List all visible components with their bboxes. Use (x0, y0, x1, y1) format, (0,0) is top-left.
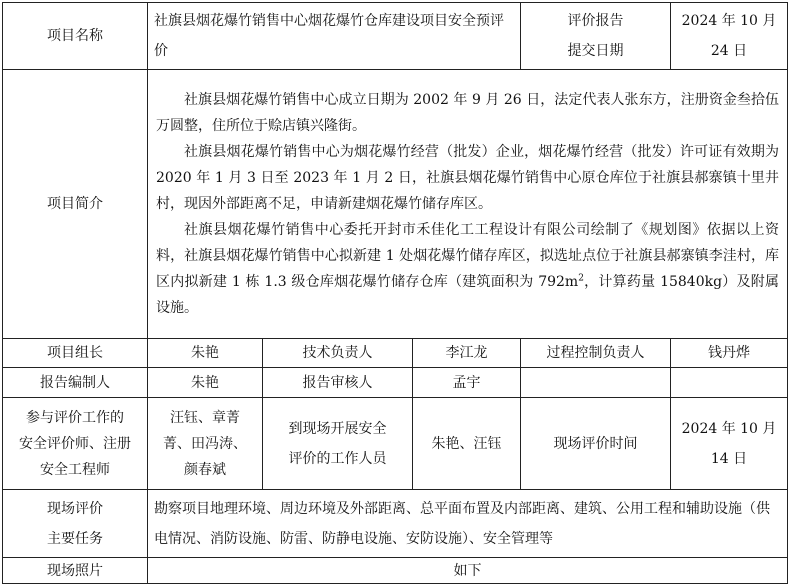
intro-paragraph-3-part-a: 社旗县烟花爆竹销售中心委托开封市禾佳化工工程设计有限公司绘制了《规划图》依据以上资料，社旗县烟花爆竹销售中心拟新建 1 处烟花爆竹储存库区，拟选址点位于社旗县郝寨镇李洼村，库区内拟新建 1 栋 1.3 级仓库烟花爆竹储存仓库（建筑面积为 792m (156, 222, 780, 290)
report-date-value-line1: 2024 年 10 月 (681, 13, 777, 29)
project-intro-label: 项目简介 (3, 70, 148, 339)
intro-paragraph-3 (156, 217, 779, 321)
empty-cell (521, 368, 671, 398)
evaluators-value-line1: 汪钰、章菁 (170, 409, 240, 426)
intro-paragraph-2: 社旗县烟花爆竹销售中心为烟花爆竹经营（批发）企业，烟花爆竹经营（批发）许可证有效期为 2020 年 1 月 3 日至 2023 年 1 月 2 日，社旗县烟花爆竹销售中心原仓库位于社旗县郝寨镇十里井村，现因外部距离不足，申请新建烟花爆竹储存库区。 (156, 144, 780, 212)
row-site-photos (3, 558, 788, 584)
row-evaluators (3, 398, 788, 490)
row-project-intro (3, 70, 788, 339)
evaluators-value (148, 398, 263, 490)
onsite-staff-label (263, 398, 413, 490)
row-report-staff (3, 368, 788, 398)
report-date-label-line2: 提交日期 (567, 43, 624, 59)
evaluators-label-line1: 参与评价工作的 (26, 409, 124, 426)
area-unit-superscript: 2 (578, 273, 584, 284)
technical-lead-label: 技术负责人 (263, 339, 413, 368)
process-control-lead-value: 钱丹烨 (671, 339, 788, 368)
evaluators-value-line3: 颜春斌 (184, 461, 226, 478)
site-photos-label: 现场照片 (3, 558, 148, 584)
onsite-time-label: 现场评价时间 (521, 398, 671, 490)
intro-paragraph-3-part-b: ，计算药量 15840kg）及附属设施。 (156, 274, 780, 316)
project-intro-content (148, 70, 788, 339)
evaluators-value-line2: 菁、田冯涛、 (163, 435, 247, 452)
empty-cell (671, 368, 788, 398)
process-control-lead-label: 过程控制负责人 (521, 339, 671, 368)
row-project-name (3, 3, 788, 70)
row-onsite-tasks (3, 490, 788, 558)
evaluators-label-line3: 安全工程师 (40, 461, 110, 478)
evaluators-label (3, 398, 148, 490)
site-photos-value: 如下 (148, 558, 788, 584)
onsite-staff-label-line1: 到现场开展安全 (288, 420, 387, 437)
onsite-tasks-value: 勘察项目地理环境、周边环境及外部距离、总平面布置及内部距离、建筑、公用工程和辅助设施（供电情况、消防设施、防雷、防静电设施、安防设施）、安全管理等 (148, 490, 788, 558)
report-date-value-line2: 24 日 (710, 43, 748, 59)
project-leader-value: 朱艳 (148, 339, 263, 368)
evaluators-label-line2: 安全评价师、注册 (19, 435, 131, 452)
report-date-label (521, 3, 671, 70)
onsite-staff-label-line2: 评价的工作人员 (288, 450, 387, 467)
report-date-label-line1: 评价报告 (567, 13, 624, 29)
onsite-time-value-line1: 2024 年 10 月 (681, 420, 777, 437)
project-name-label: 项目名称 (3, 3, 148, 70)
report-reviewer-label: 报告审核人 (263, 368, 413, 398)
project-name-value: 社旗县烟花爆竹销售中心烟花爆竹仓库建设项目安全预评价 (148, 3, 521, 70)
onsite-time-value (671, 398, 788, 490)
project-leader-label: 项目组长 (3, 339, 148, 368)
report-author-label: 报告编制人 (3, 368, 148, 398)
onsite-tasks-label-line2: 主要任务 (47, 530, 103, 547)
row-team-leaders (3, 339, 788, 368)
report-author-value: 朱艳 (148, 368, 263, 398)
onsite-staff-value: 朱艳、汪钰 (413, 398, 521, 490)
onsite-time-value-line2: 14 日 (710, 450, 748, 467)
onsite-tasks-label (3, 490, 148, 558)
report-date-value (671, 3, 788, 70)
project-info-table (2, 2, 788, 584)
intro-paragraph-1: 社旗县烟花爆竹销售中心成立日期为 2002 年 9 月 26 日，法定代表人张东方，注册资金叁拾伍万圆整，住所位于赊店镇兴隆街。 (156, 92, 780, 134)
technical-lead-value: 李江龙 (413, 339, 521, 368)
report-reviewer-value: 孟宇 (413, 368, 521, 398)
onsite-tasks-label-line1: 现场评价 (47, 500, 103, 517)
